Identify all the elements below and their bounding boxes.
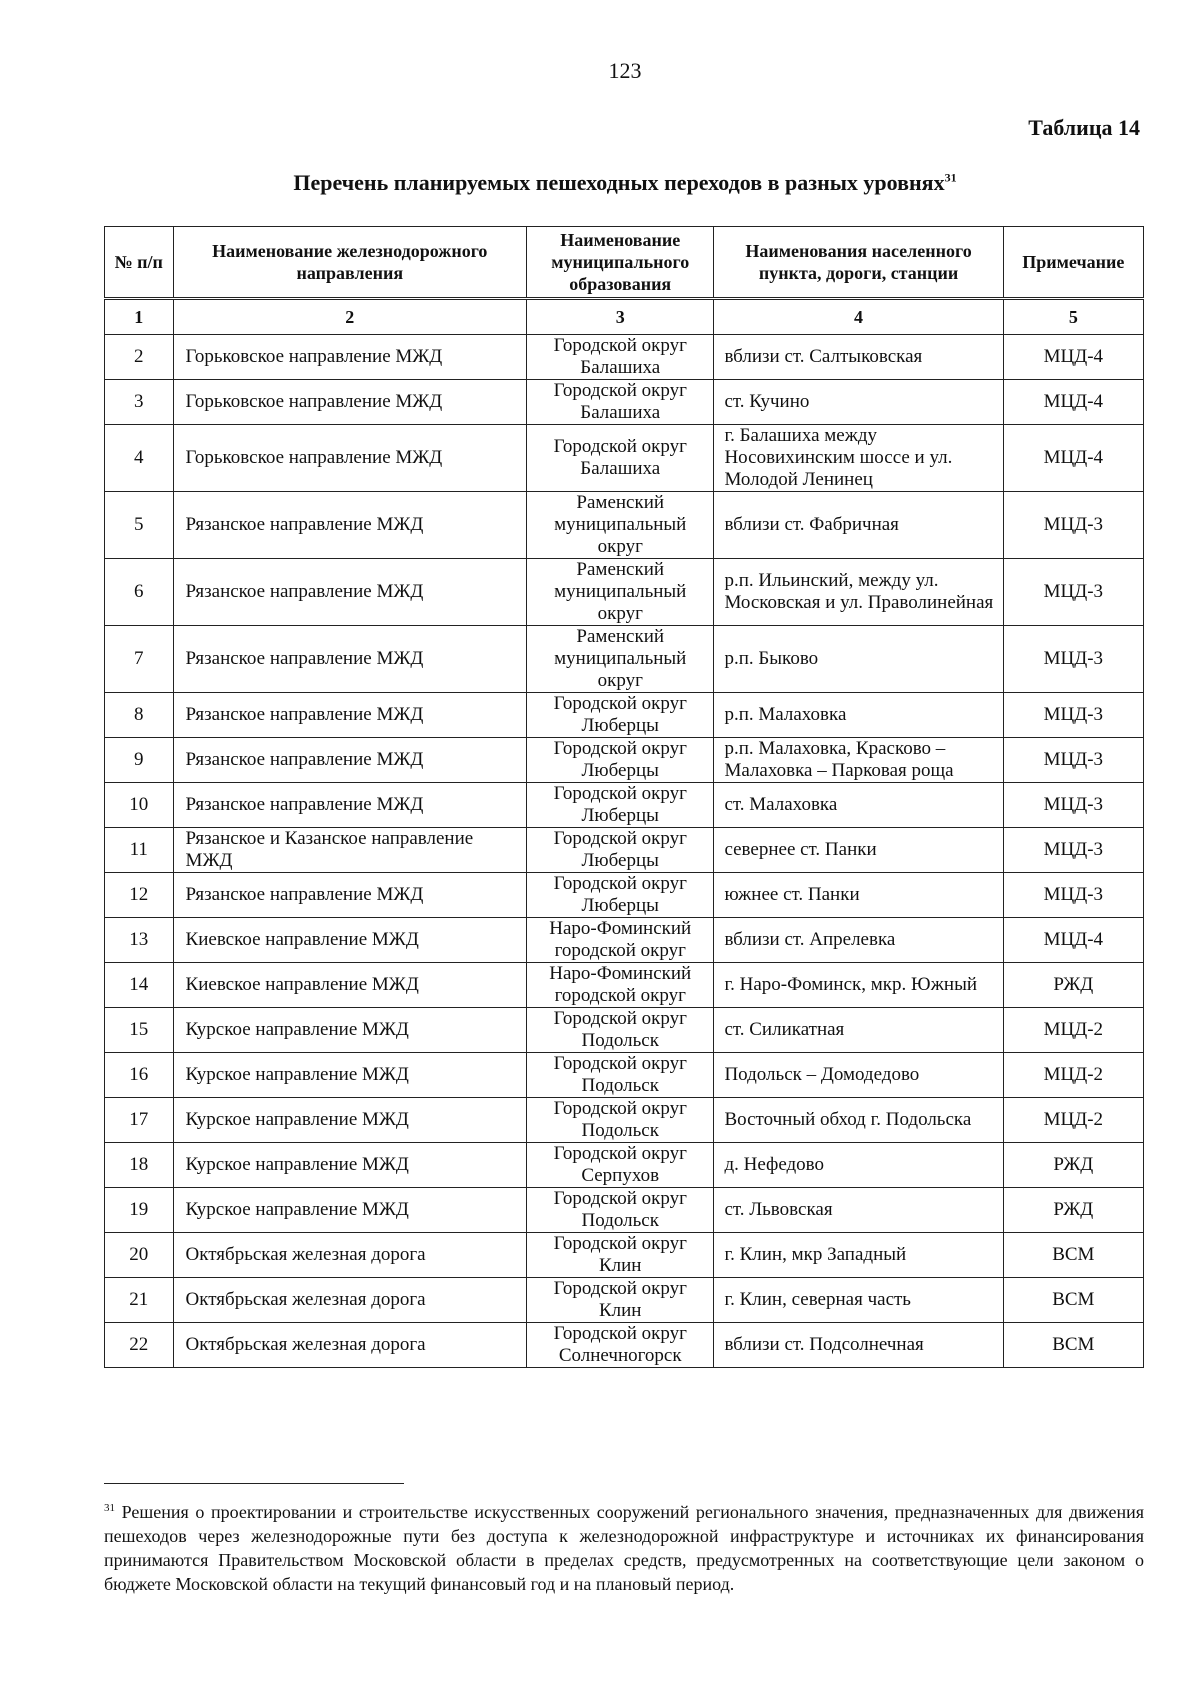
row-municipality: Городской округ Люберцы — [527, 738, 714, 783]
row-note: МЦД-2 — [1003, 1098, 1143, 1143]
row-number: 19 — [105, 1188, 174, 1233]
row-location: ст. Кучино — [714, 380, 1003, 425]
row-note: МЦД-2 — [1003, 1008, 1143, 1053]
row-note: МЦД-3 — [1003, 783, 1143, 828]
row-location: вблизи ст. Апрелевка — [714, 918, 1003, 963]
row-direction: Курское направление МЖД — [173, 1008, 526, 1053]
table-caption: Таблица 14 — [1028, 115, 1140, 140]
table-title — [0, 170, 1200, 196]
row-location: ст. Малаховка — [714, 783, 1003, 828]
table-row — [105, 559, 1144, 626]
row-location: севернее ст. Панки — [714, 828, 1003, 873]
row-municipality: Городской округ Подольск — [527, 1008, 714, 1053]
row-direction: Курское направление МЖД — [173, 1188, 526, 1233]
row-note: МЦД-4 — [1003, 425, 1143, 492]
row-municipality: Городской округ Солнечногорск — [527, 1323, 714, 1368]
row-location: Восточный обход г. Подольска — [714, 1098, 1003, 1143]
row-location: г. Клин, мкр Западный — [714, 1233, 1003, 1278]
row-direction: Рязанское направление МЖД — [173, 492, 526, 559]
row-number: 8 — [105, 693, 174, 738]
row-direction: Горьковское направление МЖД — [173, 380, 526, 425]
row-direction: Курское направление МЖД — [173, 1098, 526, 1143]
row-note: МЦД-3 — [1003, 559, 1143, 626]
row-location: Подольск – Домодедово — [714, 1053, 1003, 1098]
table-header-row — [105, 227, 1144, 299]
table-row — [105, 963, 1144, 1008]
row-direction: Октябрьская железная дорога — [173, 1233, 526, 1278]
row-number: 14 — [105, 963, 174, 1008]
column-number-row — [105, 299, 1144, 335]
header-location: Наименования населенного пункта, дороги, станции — [714, 227, 1003, 299]
footnote-divider — [104, 1483, 404, 1484]
row-note: МЦД-4 — [1003, 335, 1143, 380]
header-num: № п/п — [105, 227, 174, 299]
row-direction: Киевское направление МЖД — [173, 918, 526, 963]
table-row — [105, 1233, 1144, 1278]
row-direction: Рязанское направление МЖД — [173, 738, 526, 783]
row-note: МЦД-4 — [1003, 380, 1143, 425]
row-number: 3 — [105, 380, 174, 425]
row-location: г. Клин, северная часть — [714, 1278, 1003, 1323]
row-number: 11 — [105, 828, 174, 873]
row-location: г. Балашиха между Носовихинским шоссе и ул. Молодой Ленинец — [714, 425, 1003, 492]
row-number: 5 — [105, 492, 174, 559]
row-location: д. Нефедово — [714, 1143, 1003, 1188]
row-direction: Рязанское и Казанское направление МЖД — [173, 828, 526, 873]
row-note: МЦД-2 — [1003, 1053, 1143, 1098]
row-number: 15 — [105, 1008, 174, 1053]
row-municipality: Городской округ Люберцы — [527, 828, 714, 873]
column-number: 4 — [714, 299, 1003, 335]
table-row — [105, 1053, 1144, 1098]
row-number: 4 — [105, 425, 174, 492]
row-location: р.п. Малаховка — [714, 693, 1003, 738]
table-body — [105, 335, 1144, 1368]
column-number: 5 — [1003, 299, 1143, 335]
row-location: вблизи ст. Салтыковская — [714, 335, 1003, 380]
row-municipality: Городской округ Подольск — [527, 1098, 714, 1143]
table-row — [105, 425, 1144, 492]
row-note: МЦД-3 — [1003, 626, 1143, 693]
footnote — [104, 1496, 1144, 1596]
table-row — [105, 693, 1144, 738]
table-row — [105, 1098, 1144, 1143]
row-note: МЦД-4 — [1003, 918, 1143, 963]
row-municipality: Городской округ Люберцы — [527, 693, 714, 738]
page-number: 123 — [608, 58, 642, 83]
table-row — [105, 1008, 1144, 1053]
table-row — [105, 1278, 1144, 1323]
header-direction: Наименование железнодорожного направления — [173, 227, 526, 299]
row-municipality: Городской округ Балашиха — [527, 425, 714, 492]
row-municipality: Раменский муниципальный округ — [527, 626, 714, 693]
row-note: МЦД-3 — [1003, 873, 1143, 918]
footnote-text: Решения о проектировании и строительстве искусственных сооружений регионального значения, предназначенных для движения пешеходов через железнодорожные пути без доступа к железнодорожной инфраструктуре и источниках их финансирования принимаются Правительством Московской области в пределах средств, предусмотренных на соответствующие цели законом о бюджете Московской области на текущий финансовый год и на плановый период. — [104, 1502, 1145, 1594]
row-note: РЖД — [1003, 1143, 1143, 1188]
row-note: РЖД — [1003, 1188, 1143, 1233]
row-location: вблизи ст. Подсолнечная — [714, 1323, 1003, 1368]
row-municipality: Городской округ Люберцы — [527, 873, 714, 918]
row-direction: Рязанское направление МЖД — [173, 693, 526, 738]
row-direction: Рязанское направление МЖД — [173, 873, 526, 918]
table-row — [105, 873, 1144, 918]
row-number: 13 — [105, 918, 174, 963]
table-title-text: Перечень планируемых пешеходных переходов в разных уровнях — [293, 170, 945, 195]
row-location: р.п. Быково — [714, 626, 1003, 693]
column-number: 1 — [105, 299, 174, 335]
row-municipality: Раменский муниципальный округ — [527, 559, 714, 626]
row-note: ВСМ — [1003, 1323, 1143, 1368]
row-municipality: Городской округ Люберцы — [527, 783, 714, 828]
row-note: МЦД-3 — [1003, 693, 1143, 738]
table-row — [105, 738, 1144, 783]
row-number: 16 — [105, 1053, 174, 1098]
row-municipality: Городской округ Клин — [527, 1278, 714, 1323]
table-row — [105, 783, 1144, 828]
title-footnote-ref: 31 — [944, 170, 957, 185]
row-number: 22 — [105, 1323, 174, 1368]
table-row — [105, 1143, 1144, 1188]
row-municipality: Городской округ Балашиха — [527, 380, 714, 425]
row-direction: Горьковское направление МЖД — [173, 335, 526, 380]
row-municipality: Наро-Фоминский городской округ — [527, 918, 714, 963]
column-number: 3 — [527, 299, 714, 335]
row-number: 10 — [105, 783, 174, 828]
table-row — [105, 626, 1144, 693]
row-location: г. Наро-Фоминск, мкр. Южный — [714, 963, 1003, 1008]
row-number: 20 — [105, 1233, 174, 1278]
row-municipality: Наро-Фоминский городской округ — [527, 963, 714, 1008]
row-location: южнее ст. Панки — [714, 873, 1003, 918]
row-location: р.п. Малаховка, Красково – Малаховка – Парковая роща — [714, 738, 1003, 783]
row-municipality: Городской округ Клин — [527, 1233, 714, 1278]
row-number: 17 — [105, 1098, 174, 1143]
footnote-ref: 31 — [104, 1502, 115, 1514]
row-location: ст. Силикатная — [714, 1008, 1003, 1053]
row-number: 6 — [105, 559, 174, 626]
row-direction: Октябрьская железная дорога — [173, 1278, 526, 1323]
row-number: 9 — [105, 738, 174, 783]
table-row — [105, 918, 1144, 963]
row-direction: Горьковское направление МЖД — [173, 425, 526, 492]
row-direction: Октябрьская железная дорога — [173, 1323, 526, 1368]
row-number: 2 — [105, 335, 174, 380]
header-note: Примечание — [1003, 227, 1143, 299]
row-note: ВСМ — [1003, 1233, 1143, 1278]
row-location: вблизи ст. Фабричная — [714, 492, 1003, 559]
table-row — [105, 828, 1144, 873]
row-direction: Рязанское направление МЖД — [173, 559, 526, 626]
row-number: 12 — [105, 873, 174, 918]
row-note: МЦД-3 — [1003, 492, 1143, 559]
row-municipality: Раменский муниципальный округ — [527, 492, 714, 559]
table-row — [105, 1188, 1144, 1233]
row-number: 7 — [105, 626, 174, 693]
row-number: 21 — [105, 1278, 174, 1323]
row-note: МЦД-3 — [1003, 828, 1143, 873]
row-municipality: Городской округ Подольск — [527, 1053, 714, 1098]
row-direction: Рязанское направление МЖД — [173, 626, 526, 693]
row-note: МЦД-3 — [1003, 738, 1143, 783]
row-location: ст. Львовская — [714, 1188, 1003, 1233]
column-number: 2 — [173, 299, 526, 335]
table-row — [105, 380, 1144, 425]
row-direction: Курское направление МЖД — [173, 1143, 526, 1188]
row-direction: Рязанское направление МЖД — [173, 783, 526, 828]
row-municipality: Городской округ Подольск — [527, 1188, 714, 1233]
row-number: 18 — [105, 1143, 174, 1188]
row-note: РЖД — [1003, 963, 1143, 1008]
row-direction: Курское направление МЖД — [173, 1053, 526, 1098]
row-municipality: Городской округ Серпухов — [527, 1143, 714, 1188]
row-note: ВСМ — [1003, 1278, 1143, 1323]
row-municipality: Городской округ Балашиха — [527, 335, 714, 380]
header-municipality: Наименование муниципального образования — [527, 227, 714, 299]
row-direction: Киевское направление МЖД — [173, 963, 526, 1008]
row-location: р.п. Ильинский, между ул. Московская и ул. Праволинейная — [714, 559, 1003, 626]
crossings-table — [104, 226, 1144, 1368]
table-row — [105, 335, 1144, 380]
table-row — [105, 1323, 1144, 1368]
table-row — [105, 492, 1144, 559]
